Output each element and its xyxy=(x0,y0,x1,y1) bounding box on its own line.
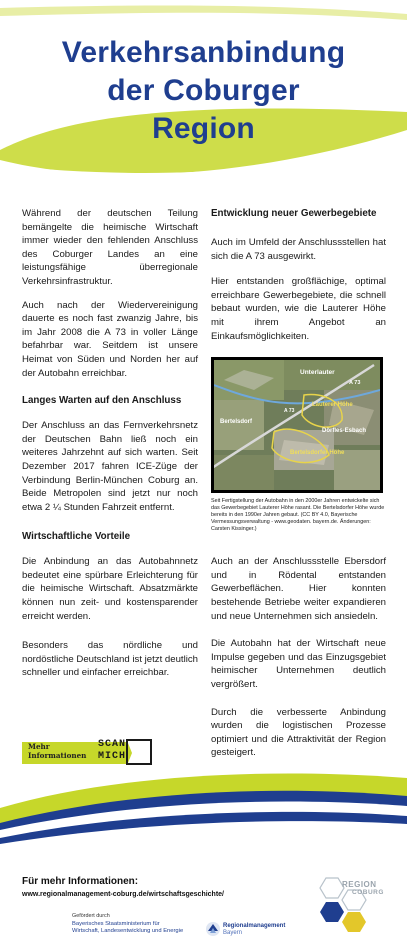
qr-code-frame-icon[interactable] xyxy=(126,739,152,765)
more-info-line-1: Mehr xyxy=(28,742,50,751)
right-column xyxy=(211,207,386,770)
ministry-logo-text xyxy=(72,921,184,934)
photo-caption: Seit Fertigstellung der Autobahn in den 2000er Jahren entwickelte sich das Gewerbegebiet Lauterer Höhe rasant. Die Bertelsdorfer Höhe wurde bereits in den 1990er Jahren gebaut. (CC BY 4.0, Bayerische Vermessungsverwaltung - www.geodaten. bayern.de. Änderungen: Carsten Kissinger.) xyxy=(211,498,385,533)
title-line-1: Verkehrsanbindung xyxy=(61,36,346,69)
map-label-doerfles-esbach: Dörfles-Esbach xyxy=(322,428,367,435)
info-title: Für mehr Informationen: xyxy=(22,876,139,887)
aerial-map xyxy=(214,360,380,490)
header-banner xyxy=(0,0,407,185)
paragraph: Die Anbindung an das Autobahnnetz bedeutet eine spürbare Erleichterung für die heimische Wirtschaft. Absatzmärkte können nun zeit- und kostensparender erreicht werden. xyxy=(22,556,198,622)
map-label-bertelsdorf: Bertelsdorf xyxy=(220,419,253,426)
rm-sub: Bayern xyxy=(223,930,243,936)
title-line-2: der Coburger xyxy=(107,74,300,107)
more-info-label xyxy=(28,742,86,760)
paragraph: Auch nach der Wiedervereinigung dauerte es noch fast zwanzig Jahre, bis im Jahr 2008 die A 73 in voller Länge befahrbar war. Seitdem ist unsere Heimat von Süden und Norden her auf der Autobahn erreichbar. xyxy=(22,299,198,379)
paragraph: Besonders das nördliche und nordöstliche Deutschland ist jetzt deutlich schneller und einfacher erreichbar. xyxy=(22,640,198,679)
region-line-2: COBURG xyxy=(352,889,384,896)
map-label-bertelsdorfer-hoehe: Bertelsdorfer Höhe xyxy=(290,450,345,457)
info-url-link[interactable]: www.regionalmanagement-coburg.de/wirtschaftsgeschichte/ xyxy=(22,891,225,898)
title-line-3: Region xyxy=(152,112,255,145)
section-heading: Wirtschaftliche Vorteile xyxy=(22,531,131,543)
scan-line-2: MICH xyxy=(98,751,127,762)
paragraph: Auch im Umfeld der Anschlussstellen hat sich die A 73 ausgewirkt. xyxy=(211,237,386,262)
section-heading: Entwicklung neuer Gewerbegebiete xyxy=(211,208,377,219)
scan-line-1: SCAN xyxy=(98,739,127,750)
paragraph: Der Anschluss an das Fernverkehrsnetz der Deutschen Bahn ließ noch ein weiteres Jahrzehnt auf sich warten. Seit Dezember 2017 fahren ICE-Züge der Verbindung Berlin-München Coburg an. Beide Metropolen sind jetzt nur noch etwa 2 ¼ Stunden Fahrzeit entfernt. xyxy=(22,420,198,513)
left-column xyxy=(22,207,198,690)
bayern-crest-icon xyxy=(74,932,75,933)
regionalmanagement-logo-icon xyxy=(205,921,221,937)
footer-wave xyxy=(0,768,407,868)
scan-me-label xyxy=(98,739,126,763)
map-label-a73-top: A 73 xyxy=(349,380,361,387)
paragraph: Durch die verbesserte Anbindung wurden die logistischen Prozesse optimiert und die Attraktivität der Region gesteigert. xyxy=(211,706,386,759)
rm-name: Regionalmanagement xyxy=(223,923,286,929)
map-label-unterlauter: Unterlauter xyxy=(300,369,335,377)
footer xyxy=(0,862,407,947)
aerial-photo xyxy=(211,357,383,493)
paragraph: Auch an der Anschlussstelle Ebersdorf und in Rödental entstanden Gewerbeflächen. Hier konnten bestehende Betriebe weiter expandieren und neue Unternehmen sich ansiedeln. xyxy=(211,556,386,622)
region-line-1: REGION xyxy=(342,880,377,889)
ministry-line-2: Wirtschaft, Landesentwicklung und Energie xyxy=(72,927,184,934)
paragraph: Hier entstanden großflächige, optimal erreichbare Gewerbegebiete, die schnell bebaut wurden, wie die Lauterer Höhe mit ihrem Angebot an Einkaufsmöglichkeiten. xyxy=(211,276,386,342)
section-heading: Langes Warten auf den Anschluss xyxy=(22,395,182,407)
paragraph: Die Autobahn hat der Wirtschaft neue Impulse gegeben und das Einzugsgebiet heimischer Unternehmen deutlich vergrößert. xyxy=(211,638,386,690)
funded-by-label: Gefördert durch xyxy=(72,913,110,919)
more-info-line-2: Informationen xyxy=(28,751,87,760)
ministry-line-1: Bayerisches Staatsministerium für xyxy=(72,921,160,927)
paragraph: Während der deutschen Teilung bemängelte die heimische Wirtschaft immer wieder den fehlenden Anschluss des Coburger Landes an eine leistungsfähige überregionale Verkehrsinfrastruktur. xyxy=(22,208,198,287)
scan-qr-banner[interactable] xyxy=(22,736,172,768)
page-title xyxy=(0,34,407,148)
map-label-lauterer-hoehe: Lauterer Höhe xyxy=(312,402,353,409)
map-label-a73-mid: A 73 xyxy=(284,408,295,415)
